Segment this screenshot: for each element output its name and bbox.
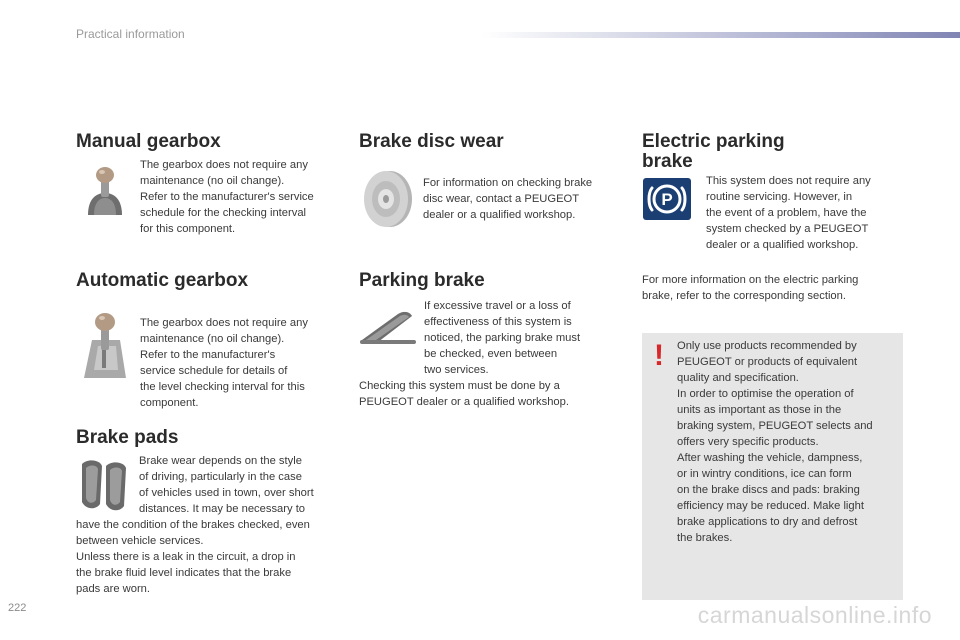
- parking-brake-title: Parking brake: [359, 270, 485, 291]
- brake-pads-icon: [78, 456, 130, 512]
- brake-pads-text: Brake wear depends on the style of driving, particularly in the case of vehicles used in town, over short distances. It may be necessary to: [139, 455, 314, 515]
- parking-brake-text-full: Checking this system must be done by a PEUGEOT dealer or a qualified workshop.: [359, 380, 569, 408]
- parking-brake-text: If excessive travel or a loss of effectiveness of this system is noticed, the parking brake must be checked, even between two services.: [424, 300, 581, 376]
- brake-disc-wear-title: Brake disc wear: [359, 131, 504, 152]
- brake-pads-title: Brake pads: [76, 427, 179, 448]
- automatic-gearbox-icon: [80, 310, 130, 382]
- manual-gearbox-icon: [82, 165, 128, 220]
- svg-text:P: P: [661, 190, 673, 209]
- header-bar: [482, 32, 960, 38]
- electric-parking-brake-icon: [643, 178, 691, 220]
- section-title: Practical information: [76, 27, 185, 41]
- electric-parking-brake-title: Electric parking brake: [642, 131, 785, 172]
- electric-parking-brake-more-info: For more information on the electric parking brake, refer to the corresponding section.: [642, 274, 859, 302]
- brake-disc-icon: [360, 168, 416, 230]
- manual-gearbox-text: The gearbox does not require any maintenance (no oil change). Refer to the manufacturer's service schedule for the checking interval for this component.: [140, 159, 314, 235]
- brake-disc-wear-text: For information on checking brake disc wear, contact a PEUGEOT dealer or a qualified workshop.: [423, 177, 593, 221]
- page-number: 222: [8, 602, 27, 614]
- manual-gearbox-title: Manual gearbox: [76, 131, 221, 152]
- warning-icon: !: [654, 339, 664, 372]
- automatic-gearbox-title: Automatic gearbox: [76, 270, 249, 291]
- warning-text: Only use products recommended by PEUGEOT or products of equivalent quality and specification. In order to optimise the operation of units as important as those in the braking system, PEUGEOT selects and offers very specific products. After washing the vehicle, dampness, or in wintry conditions, ice can form on the brake discs and pads: braking efficiency may be reduced. Make light brake applications to dry and defrost the brakes.: [677, 340, 873, 544]
- warning-box: [642, 333, 903, 600]
- parking-brake-icon: [358, 310, 418, 346]
- watermark: carmanualsonline.info: [697, 602, 932, 628]
- automatic-gearbox-text: The gearbox does not require any maintenance (no oil change). Refer to the manufacturer's service schedule for details of the level checking interval for this component.: [140, 317, 308, 409]
- brake-pads-text-full: have the condition of the brakes checked, even between vehicle services. Unless there is a leak in the circuit, a drop in the brake fluid level indicates that the brake pads are worn.: [76, 519, 310, 595]
- electric-parking-brake-text: This system does not require any routine servicing. However, in the event of a problem, have the system checked by a PEUGEOT dealer or a qualified workshop.: [706, 175, 871, 251]
